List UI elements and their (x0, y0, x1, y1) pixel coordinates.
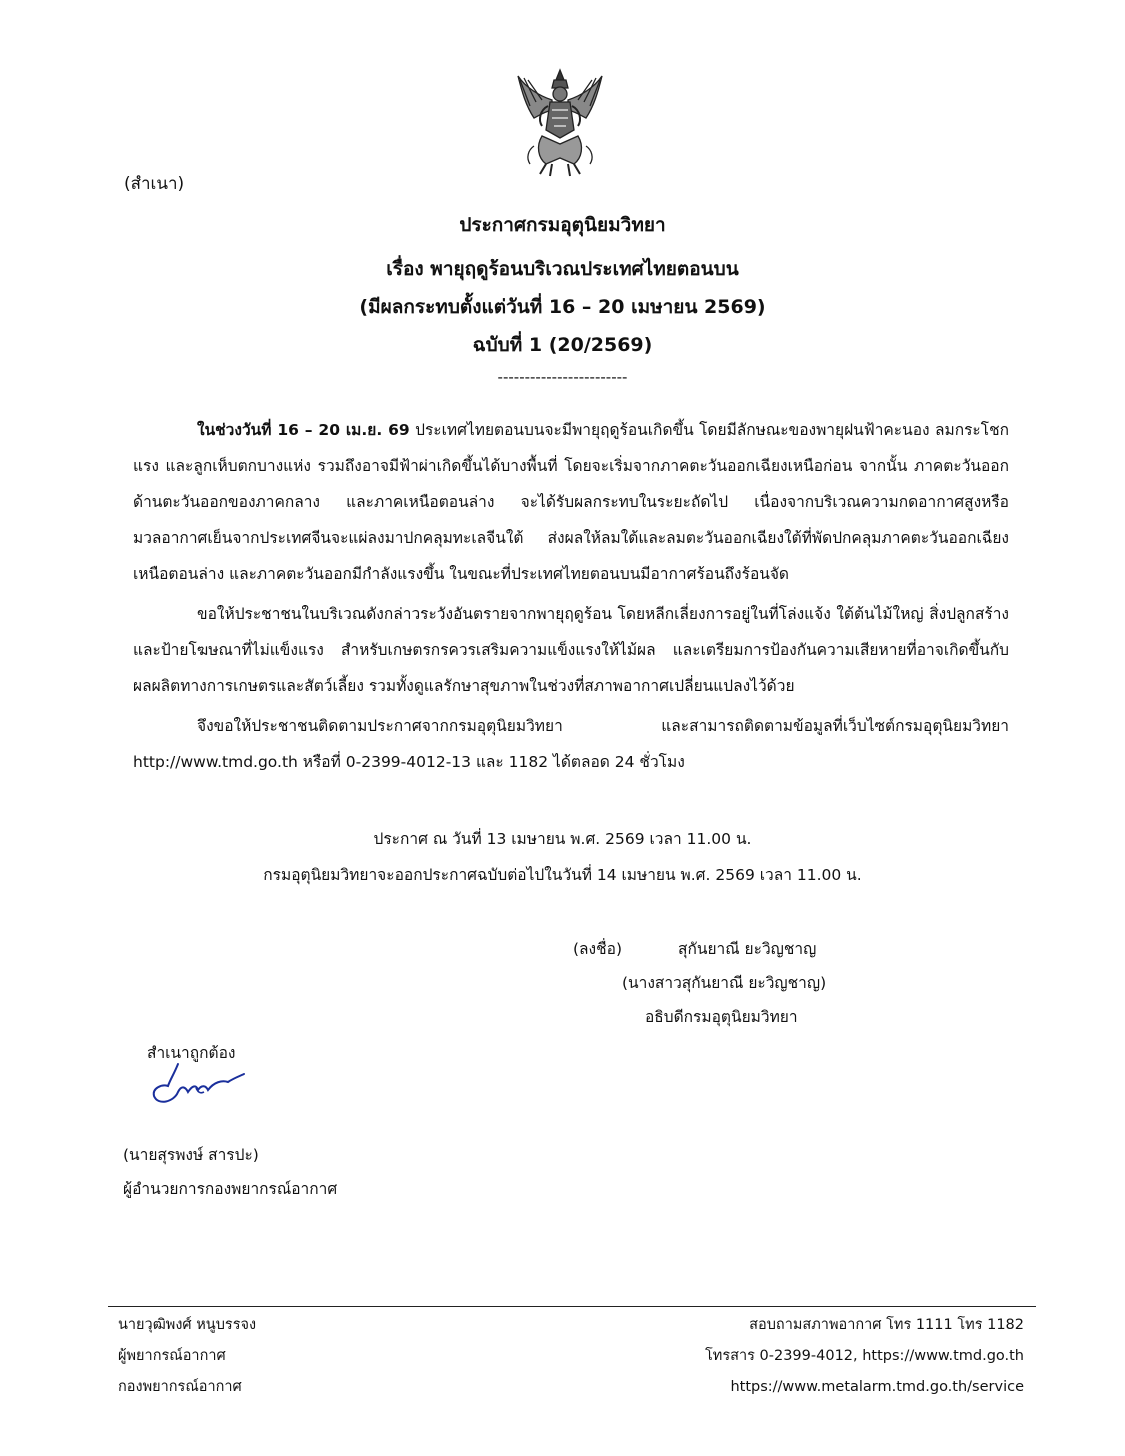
document-title: ประกาศกรมอุตุนิยมวิทยา (459, 214, 666, 236)
certifier-position: ผู้อำนวยการกองพยากรณ์อากาศ (123, 1180, 338, 1198)
signatory-full-name: (นางสาวสุกันยาณี ยะวิญชาญ) (622, 974, 827, 992)
announcement-body (133, 412, 1009, 780)
signatory-position: อธิบดีกรมอุตุนิยมวิทยา (645, 1008, 798, 1026)
announce-date: ประกาศ ณ วันที่ 13 เมษายน พ.ศ. 2569 เวลา 11.00 น. (373, 830, 752, 848)
forecaster-title: ผู้พยากรณ์อากาศ (118, 1348, 226, 1364)
metalarm-link[interactable]: https://www.metalarm.tmd.go.th/service (730, 1379, 1024, 1395)
garuda-emblem-icon (512, 66, 608, 178)
footer-divider (108, 1306, 1036, 1307)
weather-hotline: สอบถามสภาพอากาศ โทร 1111 โทร 1182 (749, 1317, 1024, 1333)
document-subject: เรื่อง พายุฤดูร้อนบริเวณประเทศไทยตอนบน (386, 258, 739, 280)
paragraph-2: ขอให้ประชาชนในบริเวณดังกล่าวระวังอันตรายจากพายุฤดูร้อน โดยหลีกเลี่ยงการอยู่ในที่โล่งแจ้ง ใต้ต้นไม้ใหญ่ สิ่งปลูกสร้าง และป้ายโฆษณาที่ไม่แข็งแรง สำหรับเกษตรกรควรเสริมความแข็งแรงให้ไม้ผล และเตรียมการป้องกันความเสียหายที่อาจเกิดขึ้นกับผลผลิตทางการเกษตรและสัตว์เลี้ยง รวมทั้งดูแลรักษาสุขภาพในช่วงที่สภาพอากาศเปลี่ยนแปลงไว้ด้วย (133, 605, 1009, 695)
copy-label: (สำเนา) (124, 174, 185, 194)
title-separator: ------------------------ (497, 368, 628, 386)
paragraph-1-lead: ในช่วงวันที่ 16 – 20 เม.ย. 69 (197, 421, 410, 439)
issue-number: ฉบับที่ 1 (20/2569) (472, 334, 653, 356)
certifier-name: (นายสุรพงษ์ สารปะ) (123, 1146, 259, 1164)
paragraph-3: จึงขอให้ประชาชนติดตามประกาศจากกรมอุตุนิยมวิทยา และสามารถติดตามข้อมูลที่เว็บไซต์กรมอุตุนิยมวิทยา http://www.tmd.go.th หรือที่ 0-2399-4012-13 และ 1182 ได้ตลอด 24 ชั่วโมง (133, 717, 1009, 771)
signed-name: สุกันยาณี ยะวิญชาญ (678, 940, 817, 958)
paragraph-1-text: ประเทศไทยตอนบนจะมีพายุฤดูร้อนเกิดขึ้น โดยมีลักษณะของพายุฝนฟ้าคะนอง ลมกระโชกแรง และลูกเห็บตกบางแห่ง รวมถึงอาจมีฟ้าผ่าเกิดขึ้นได้บางพื้นที่ โดยจะเริ่มจากภาคตะวันออกเฉียงเหนือก่อน จากนั้น ภาคตะวันออก ด้านตะวันออกของภาคกลาง และภาคเหนือตอนล่าง จะได้รับผลกระทบในระยะถัดไป เนื่องจากบริเวณความกดอากาศสูงหรือมวลอากาศเย็นจากประเทศจีนจะแผ่ลงมาปกคลุมทะเลจีนใต้ ส่งผลให้ลมใต้และลมตะวันออกเฉียงใต้ที่พัดปกคลุมภาคตะวันออกเฉียงเหนือตอนล่าง และภาคตะวันออกมีกำลังแรงขึ้น ในขณะที่ประเทศไทยตอนบนมีอากาศร้อนถึงร้อนจัด (133, 421, 1009, 583)
forecaster-division: กองพยากรณ์อากาศ (118, 1379, 242, 1395)
fax-website[interactable]: โทรสาร 0-2399-4012, https://www.tmd.go.th (705, 1348, 1024, 1364)
footer-left (118, 1310, 256, 1403)
footer-right (705, 1310, 1024, 1403)
paragraph-1 (133, 412, 1009, 592)
certified-copy-label: สำเนาถูกต้อง (147, 1044, 236, 1062)
next-issue-note: กรมอุตุนิยมวิทยาจะออกประกาศฉบับต่อไปในวันที่ 14 เมษายน พ.ศ. 2569 เวลา 11.00 น. (263, 866, 862, 884)
forecaster-name: นายวุฒิพงศ์ หนูบรรจง (118, 1317, 257, 1333)
handwritten-signature-icon (148, 1062, 248, 1112)
signed-label: (ลงชื่อ) (573, 940, 622, 958)
effective-dates: (มีผลกระทบตั้งแต่วันที่ 16 – 20 เมษายน 2569) (359, 296, 766, 318)
